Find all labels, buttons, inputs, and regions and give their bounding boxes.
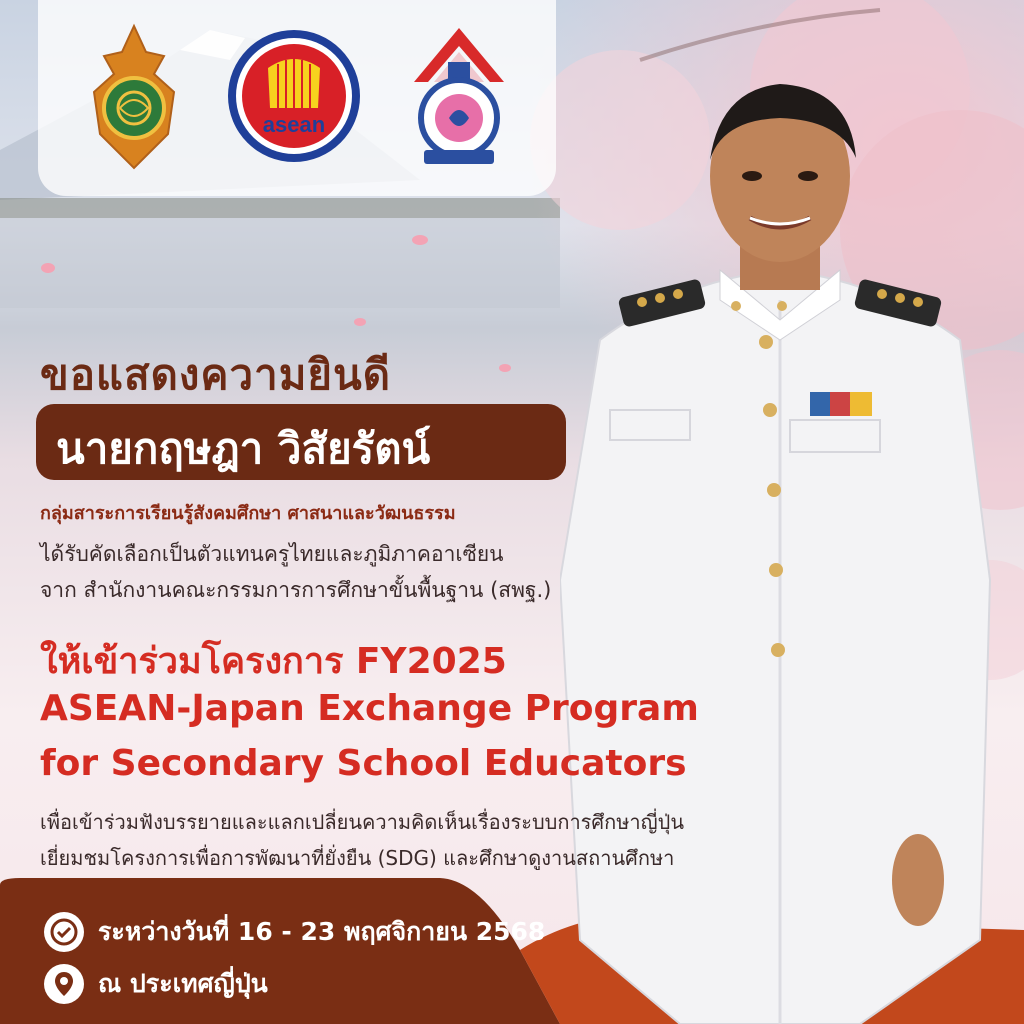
congratulations-headline: ขอแสดงความยินดี: [40, 350, 391, 399]
description-line-2: เยี่ยมชมโครงการเพื่อการพัฒนาที่ยั่งยืน (SDG) และศึกษาดูงานสถานศึกษา: [40, 846, 675, 870]
date-row: [44, 912, 545, 952]
program-title-line-2: ASEAN-Japan Exchange Program: [40, 688, 699, 729]
portrait-teacher: [560, 80, 1000, 1024]
name-banner: [36, 404, 566, 480]
school-emblem-logo: [404, 22, 514, 172]
asean-logo: [226, 28, 362, 164]
logo-panel: [38, 0, 556, 196]
selection-line-2: จาก สำนักงานคณะกรรมการการศึกษาขั้นพื้นฐาน (สพฐ.): [40, 578, 552, 602]
location-text: ณ ประเทศญี่ปุ่น: [98, 969, 268, 998]
department-text: กลุ่มสาระการเรียนรู้สังคมศึกษา ศาสนาและวัฒนธรรม: [40, 503, 456, 524]
obec-emblem-logo: [84, 22, 184, 172]
check-circle-icon: [44, 912, 84, 952]
program-title-line-3: for Secondary School Educators: [40, 743, 687, 784]
description-line-1: เพื่อเข้าร่วมฟังบรรยายและแลกเปลี่ยนความคิดเห็นเรื่องระบบการศึกษาญี่ปุ่น: [40, 810, 685, 834]
program-title-line-1: ให้เข้าร่วมโครงการ FY2025: [40, 641, 507, 682]
date-text: ระหว่างวันที่ 16 - 23 พฤศจิกายน 2568: [98, 917, 546, 946]
map-pin-icon: [44, 964, 84, 1004]
selection-line-1: ได้รับคัดเลือกเป็นตัวแทนครูไทยและภูมิภาคอาเซียน: [40, 542, 504, 566]
teacher-name: นายกฤษฎา วิสัยรัตน์: [56, 424, 431, 473]
location-row: [44, 964, 268, 1004]
svg-text:asean: asean: [262, 112, 326, 137]
